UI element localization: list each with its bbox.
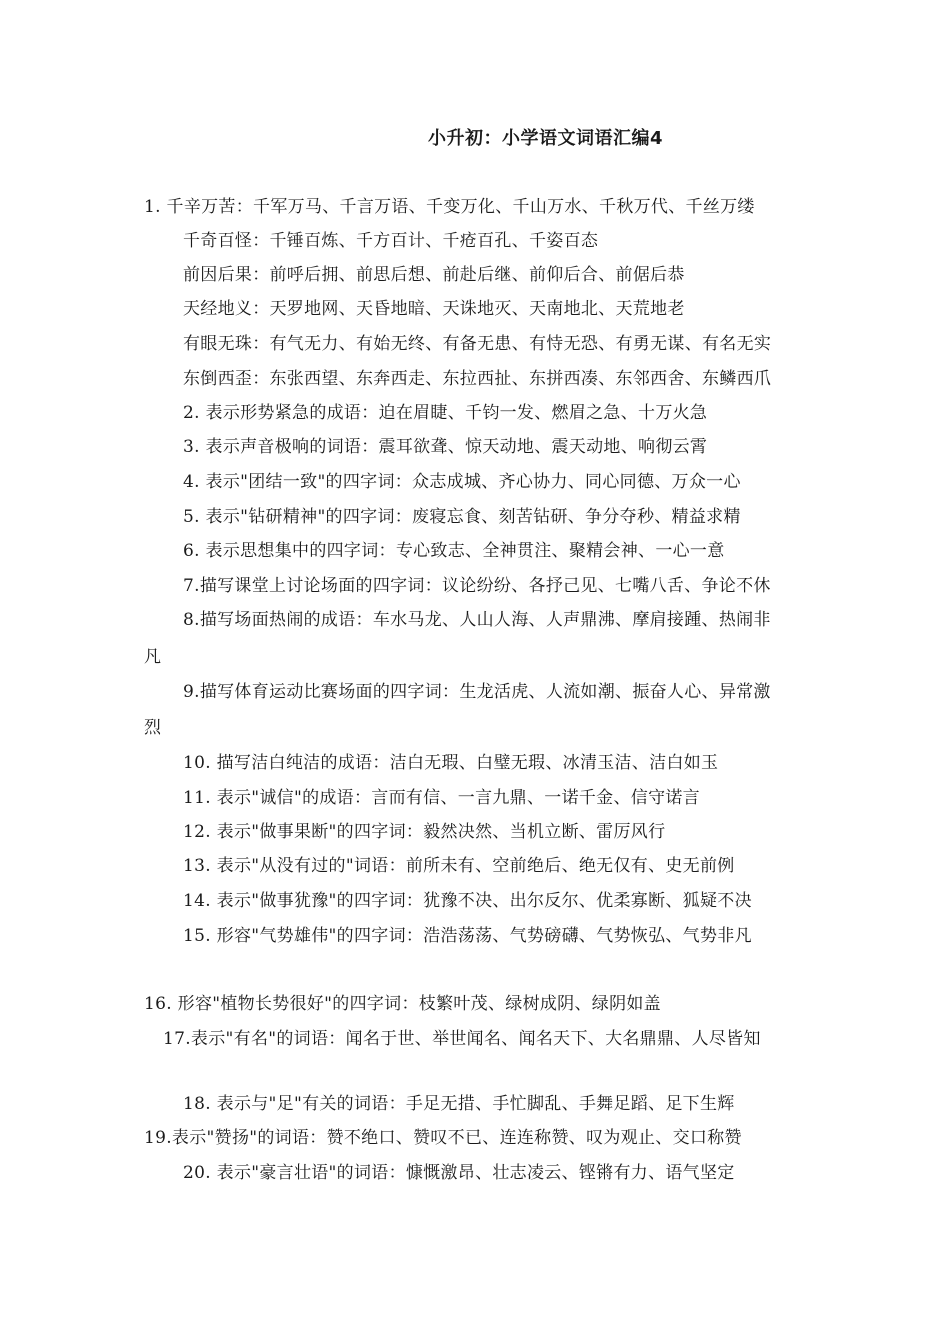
text-line-20: 15. 形容"气势雄伟"的四字词：浩浩荡荡、气势磅礴、气势恢弘、气势非凡 (183, 926, 752, 946)
text-line-3: 前因后果：前呼后拥、前思后想、前赴后继、前仰后合、前倨后恭 (183, 265, 685, 285)
text-line-13: 8.描写场面热闹的成语：车水马龙、人山人海、人声鼎沸、摩肩接踵、热闹非 (183, 610, 771, 630)
text-line-17: 12. 表示"做事果断"的四字词：毅然决然、当机立断、雷厉风行 (183, 822, 666, 842)
text-line-5: 有眼无珠：有气无力、有始无终、有备无患、有恃无恐、有勇无谋、有名无实 (183, 334, 772, 354)
text-line-12: 7.描写课堂上讨论场面的四字词：议论纷纷、各抒己见、七嘴八舌、争论不休 (183, 576, 771, 596)
text-line-14-cont: 烈 (144, 718, 162, 738)
text-line-18: 13. 表示"从没有过的"词语：前所未有、空前绝后、绝无仅有、史无前例 (183, 856, 735, 876)
text-line-19: 14. 表示"做事犹豫"的四字词：犹豫不决、出尔反尔、优柔寡断、狐疑不决 (183, 891, 752, 911)
text-line-6: 东倒西歪：东张西望、东奔西走、东拉西扯、东拼西凑、东邻西舍、东鳞西爪 (183, 369, 772, 389)
text-line-10: 5. 表示"钻研精神"的四字词：废寝忘食、刻苦钻研、争分夺秒、精益求精 (183, 507, 741, 527)
text-line-2: 千奇百怪：千锤百炼、千方百计、千疮百孔、千姿百态 (183, 231, 599, 251)
text-line-14: 9.描写体育运动比赛场面的四字词：生龙活虎、人流如潮、振奋人心、异常激 (183, 682, 771, 702)
text-line-23: 18. 表示与"足"有关的词语：手足无措、手忙脚乱、手舞足蹈、足下生辉 (183, 1094, 735, 1114)
page-title: 小升初：小学语文词语汇编4 (428, 128, 664, 149)
text-line-15: 10. 描写洁白纯洁的成语：洁白无瑕、白璧无瑕、冰清玉洁、洁白如玉 (183, 753, 719, 773)
text-line-25: 20. 表示"豪言壮语"的词语：慷慨激昂、壮志凌云、铿锵有力、语气坚定 (183, 1163, 735, 1183)
text-line-9: 4. 表示"团结一致"的四字词：众志成城、齐心协力、同心同德、万众一心 (183, 472, 741, 492)
text-line-16: 11. 表示"诚信"的成语：言而有信、一言九鼎、一诺千金、信守诺言 (183, 788, 700, 808)
text-line-8: 3. 表示声音极响的词语：震耳欲聋、惊天动地、震天动地、响彻云霄 (183, 437, 708, 457)
text-line-7: 2. 表示形势紧急的成语：迫在眉睫、千钧一发、燃眉之急、十万火急 (183, 403, 708, 423)
text-line-21: 16. 形容"植物长势很好"的四字词：枝繁叶茂、绿树成阴、绿阴如盖 (144, 994, 661, 1014)
text-line-13-cont: 凡 (144, 647, 162, 667)
text-line-4: 天经地义：天罗地网、天昏地暗、天诛地灭、天南地北、天荒地老 (183, 299, 685, 319)
text-line-24: 19.表示"赞扬"的词语：赞不绝口、赞叹不已、连连称赞、叹为观止、交口称赞 (144, 1128, 742, 1148)
text-line-22: 17.表示"有名"的词语：闻名于世、举世闻名、闻名天下、大名鼎鼎、人尽皆知 (163, 1029, 761, 1049)
text-line-1: 1. 千辛万苦：千军万马、千言万语、千变万化、千山万水、千秋万代、千丝万缕 (144, 197, 755, 217)
text-line-11: 6. 表示思想集中的四字词：专心致志、全神贯注、聚精会神、一心一意 (183, 541, 725, 561)
